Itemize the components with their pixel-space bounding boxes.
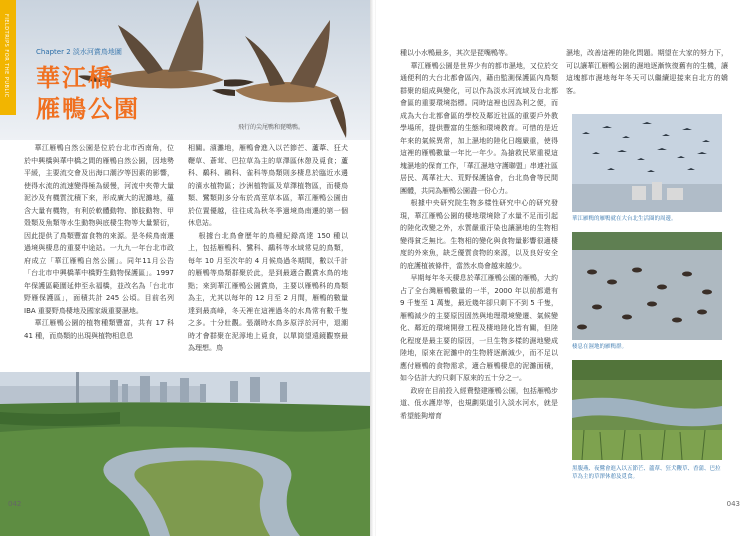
page-number-right: 043 bbox=[726, 500, 740, 508]
title-line-2: 雁鴨公園 bbox=[36, 94, 140, 123]
paragraph: 根據中央研究院生物多樣性研究中心的研究發現，華江雁鴨公園的棲地環境除了水量不足而引起的陸化改變之外，水質嚴重汙染也讓濕地的生物相變得貧乏無比。生物相的變化與食物量影響很適棲度的外來魚，缺乏優質食物的來源，以及良好安全的庇護植被條件，當然水鳥會越來越少。 bbox=[400, 199, 558, 270]
paragraph: 濕地，改善這裡的陸化問題。期望在大家的努力下，可以讓華江雁鴨公園的濕地逐漸恢復舊有的生機，讓這塊都市濕地每年冬天可以繼續迎接來自北方的嬌客。 bbox=[566, 49, 728, 95]
paragraph: 相關。濱灘地，雁鴨會進入以芒節芒、蘆葦、狂犬鞭草、蒼茸、巴拉草為主的草澤區休憩及覓食；蘆科、鷸科、鷗科、雀科等鳥類則多棲息於臨近水邊的濱水植物區；沙洲植物區及草澤植物區，而棲鳥類、鷺類則多分布於高莖草本區，華江雁鴨公園由於位置優越，往往成為秋冬季過境鳥南遷的第一個休息站。 bbox=[188, 144, 348, 227]
photo-caption-1: 華江雁鴨的雁鴨就在大台北生活圈的周邊。 bbox=[572, 216, 677, 222]
paragraph: 早期每年冬天棲息於華江雁鴨公園的雁鴨，大約占了全台灣雁鴨數量的一半，2000 年以前都還有 9 千隻至 1 萬隻，最近幾年卻只剩下不到 5 千隻，雁鴨減少的主要原因固然與地理環境變遷、氣候變化、鄰近的環境開發工程及棲地陸化皆有關，但陸化程度是最主要的原因，一旦生物多樣的濕地變成陸地，原來在泥灘中的生物將逐漸減少，而不足以應付雁鴨的食物需求，適合雁鴨棲息的泥灘面積，如今估計大約只剩下原來的五十分之一。 bbox=[400, 274, 558, 382]
right-page bbox=[376, 0, 750, 536]
side-tab-label: FIELDTRIPS FOR THE PUBLIC bbox=[3, 14, 9, 98]
right-column-2 bbox=[566, 47, 728, 97]
left-column-2 bbox=[188, 142, 348, 355]
photo-caption-2: 棲息在濕地的雁鴨群。 bbox=[572, 344, 628, 350]
paragraph: 根據台北鳥會歷年的鳥種紀錄高達 150 種以上，包括雁鴨科、鷺科、鷸科等水域常見的鳥類，每年 10 月至次年的 4 月候鳥過冬期間，數以千計的雁鴨等鳥類群聚於此，是到最適合觀賞水鳥的地點；來到華江雁鴨公園賞鳥，主要以雁鴨科的鳥類為主，尤其以每年的 12 月至 2 月間，雁鴨的數量達到最高峰，冬天裡在這裡過冬的水鳥常有數千隻之多。十分壯觀。張潮時水鳥多原浮於河中，退潮時才會群聚在泥濘地上覓食，以單筒望遠鏡觀察最為理想。鳥 bbox=[188, 231, 348, 352]
paragraph: 華江雁鴨公園是世界少有的都市濕地，又位於交通便利的大台北都會區內，藉由監測保護區內鳥類群聚的組成與變化，可以作為淡水河流域及台北都會區的重要環境指標。同時這裡也因為利之便，而成為大台北都會區的學校及鄰近社區的重要戶外教學場所，提供豐富的生態和環境教育。可惜的是近年來的氣候異常，加上濕地的陸化日趨嚴重，使得這裡的雁鴨數量一年比一年少。為搶救民眾重視這塊濕地的保育工作，「華江濕地守護聯盟」串連社區居民、萬華社大、荒野保護協會，台北鳥會等民間團體，共同為雁鴨公園盡一份心力。 bbox=[400, 61, 558, 195]
page-number-left: 042 bbox=[8, 500, 22, 508]
birds-over-city-photo bbox=[572, 114, 722, 212]
marsh-grass-photo bbox=[572, 360, 722, 460]
paragraph: 政府在目前投入經費整建雁鴨公園，包括雁鴨步道、低水護岸等，也規劃渠道引入淡水河水，就是希望能夠增育 bbox=[400, 386, 558, 420]
ducks-on-water-photo bbox=[572, 232, 722, 340]
page-title bbox=[36, 62, 196, 124]
paragraph: 華江雁鴨自然公園是位於台北市西南角，位於中興橋與華中橋之間的雁鴨自然公園，因地勢平緩，主要流交會及出海口潮汐等因素的影響，使得水流的流速變得極為緩慢，河流中夾帶大量泥沙及有機質沈積下來，形成廣大的泥灘地，蘊含大量有機物，有利於軟體動物、節肢動物、甲殼類及魚類等水生動物與底棲生物等大量繁衍，因此提供了鳥類豐富食物的來源。是冬候鳥南遷過境與棲息的重要中途站。一九九一年台北市政府成立「華江雁鴨自然公園」。同年11月公告「台北市中興橋華中橋野生動物保護區」。1997年保護區範圍延伸至永福橋，並改名為「台北市野雁保護區」，面積共計 245 公頃。目前名列 IBA 重要野鳥棲地及國家級重要濕地。 bbox=[24, 144, 174, 315]
chapter-label: Chapter 2 淡水河賞鳥地圖 bbox=[36, 48, 122, 56]
wetland-landscape-photo bbox=[0, 372, 372, 536]
title-line-1: 華江橋 bbox=[36, 63, 114, 92]
sky-photo-caption: 飛行的尖尾鴨和琵嘴鴨。 bbox=[238, 124, 305, 131]
paragraph: 種以小水鴨最多，其次是琵嘴鴨等。 bbox=[400, 49, 512, 57]
photo-caption-3: 黑腹燕、夜鷺會進入以五節芒、蘆葦、狂犬鞭草、香蒲、巴拉草為主的草澤休憩及覓食。 bbox=[572, 466, 721, 480]
left-page bbox=[0, 0, 372, 536]
left-column-1 bbox=[24, 142, 174, 342]
chapter-side-tab bbox=[0, 0, 16, 115]
paragraph: 華江雁鴨公園的植物種類豐富，共有 17 科 41 種，而鳥類的出現與植物相息息 bbox=[24, 319, 174, 340]
right-column-1 bbox=[400, 47, 558, 422]
